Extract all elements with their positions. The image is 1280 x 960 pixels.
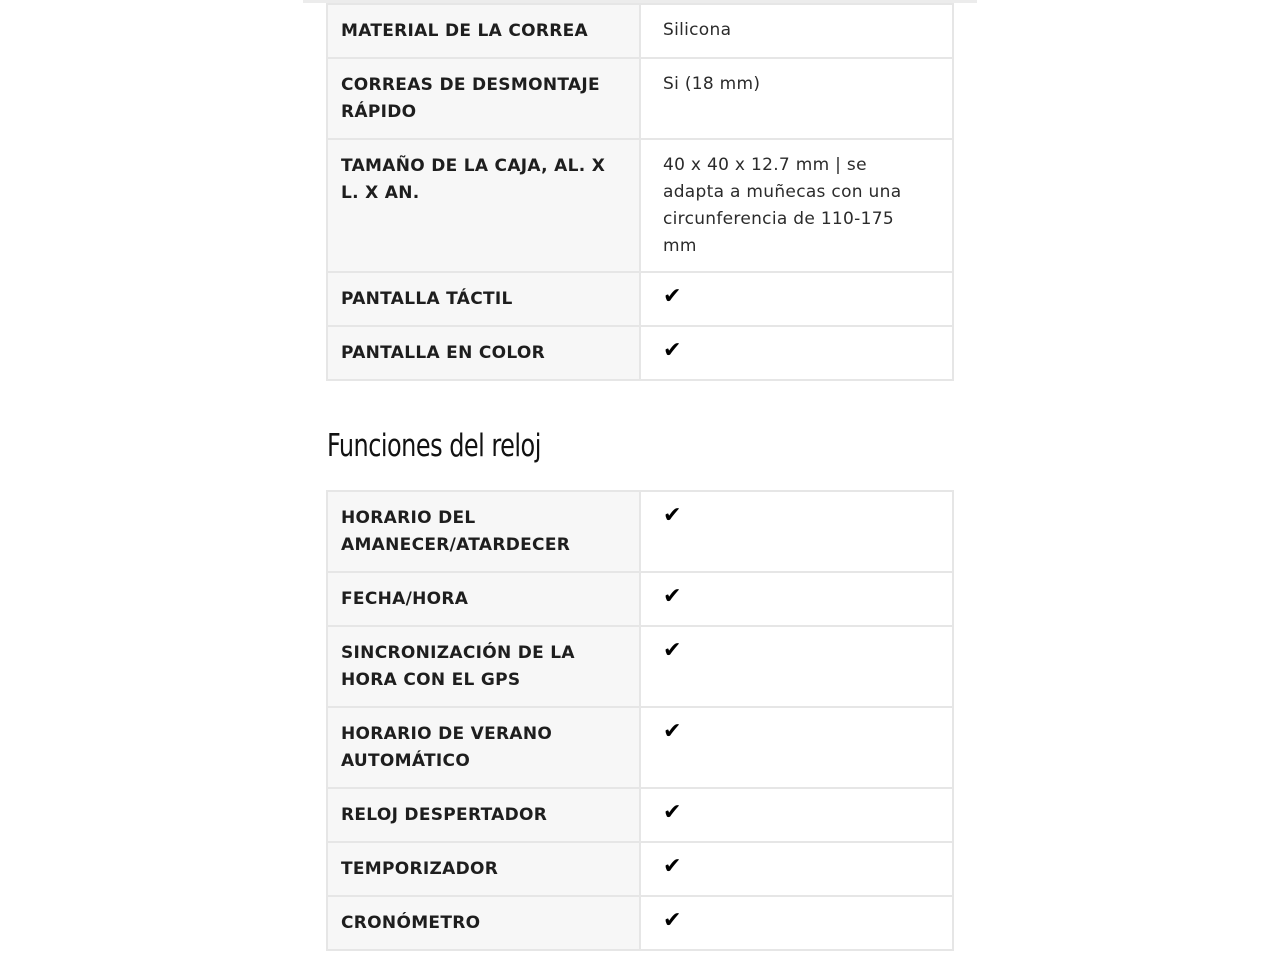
table-row [327, 491, 953, 572]
table-row [327, 896, 953, 950]
table-row [327, 572, 953, 626]
spec-label: PANTALLA EN COLOR [327, 326, 640, 380]
function-value [640, 491, 953, 572]
table-row [327, 788, 953, 842]
function-value [640, 788, 953, 842]
table-row [327, 326, 953, 380]
table-row [327, 4, 953, 58]
specs-table [326, 3, 954, 381]
checkmark-icon: ✔ [663, 338, 682, 363]
table-row [327, 272, 953, 326]
checkmark-icon: ✔ [663, 584, 682, 609]
table-row [327, 707, 953, 788]
table-row [327, 842, 953, 896]
checkmark-icon: ✔ [663, 503, 682, 528]
function-value [640, 572, 953, 626]
spec-value [640, 272, 953, 326]
checkmark-icon: ✔ [663, 800, 682, 825]
checkmark-icon: ✔ [663, 638, 682, 663]
function-label: SINCRONIZACIÓN DE LA HORA CON EL GPS [327, 626, 640, 707]
function-label: RELOJ DESPERTADOR [327, 788, 640, 842]
checkmark-icon: ✔ [663, 908, 682, 933]
table-row [327, 626, 953, 707]
spec-value [640, 326, 953, 380]
function-label: CRONÓMETRO [327, 896, 640, 950]
spec-label: PANTALLA TÁCTIL [327, 272, 640, 326]
spec-value: Si (18 mm) [640, 58, 953, 139]
function-label: HORARIO DE VERANO AUTOMÁTICO [327, 707, 640, 788]
checkmark-icon: ✔ [663, 854, 682, 879]
function-value [640, 896, 953, 950]
spec-label: TAMAÑO DE LA CAJA, AL. X L. X AN. [327, 139, 640, 272]
table-row [327, 58, 953, 139]
function-value [640, 707, 953, 788]
section-heading-watch-functions: Funciones del reloj [327, 428, 541, 464]
table-row [327, 139, 953, 272]
spec-value: 40 x 40 x 12.7 mm | se adapta a muñecas con una circunferencia de 110-175 mm [640, 139, 953, 272]
function-value [640, 626, 953, 707]
function-value [640, 842, 953, 896]
spec-value: Silicona [640, 4, 953, 58]
checkmark-icon: ✔ [663, 719, 682, 744]
spec-label: CORREAS DE DESMONTAJE RÁPIDO [327, 58, 640, 139]
watch-functions-table [326, 490, 954, 951]
checkmark-icon: ✔ [663, 284, 682, 309]
function-label: TEMPORIZADOR [327, 842, 640, 896]
spec-label: MATERIAL DE LA CORREA [327, 4, 640, 58]
function-label: HORARIO DEL AMANECER/ATARDECER [327, 491, 640, 572]
function-label: FECHA/HORA [327, 572, 640, 626]
